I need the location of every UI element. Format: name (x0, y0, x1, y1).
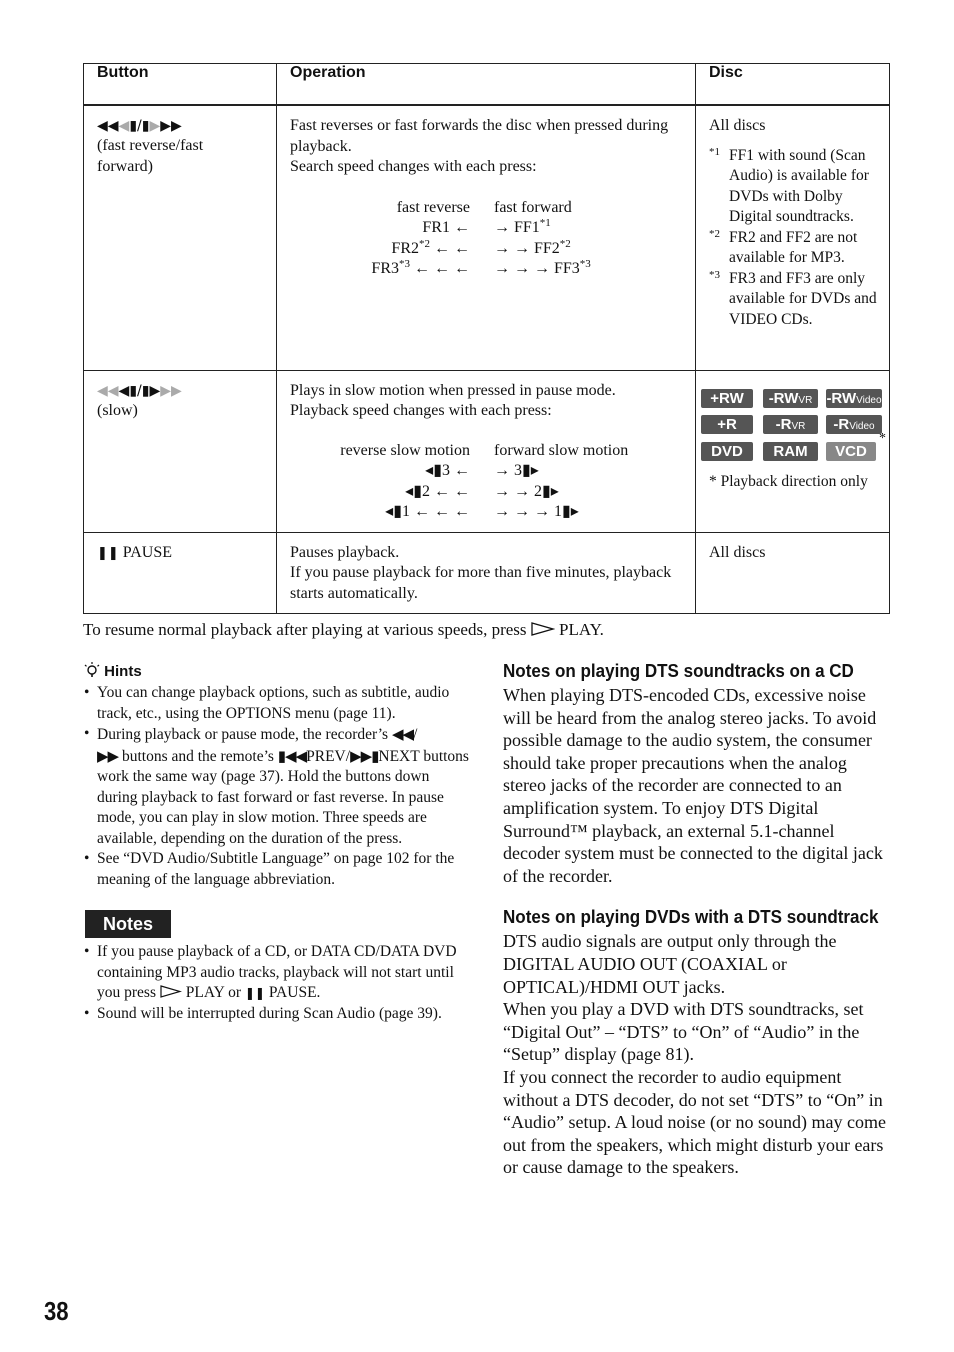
badge-minus-rw-video: -RWVideo (826, 389, 882, 407)
paragraph: If you connect the recorder to audio equipment without a DTS decoder, do not set “DTS” to “On” in “Audio” setup. A loud noise (or no sound) may come out from the speakers, which might disturb your ears or cause damage to the speakers. (503, 1066, 886, 1178)
search-buttons-icon: ◀◀◀▮/▮▶▶▶ (97, 118, 182, 134)
paragraph: When playing DTS-encoded CDs, excessive noise will be heard from the analog stereo jacks. To avoid possible damage to the audio system, the consumer should take proper precautions when the analog stereo jacks of the recorder are connected to an amplification system. To enjoy DTS Digital Surround™ playback, an external 5.1-channel decoder system must be connected to the digital jack of the recorder. (503, 685, 883, 886)
footnote: *1 FF1 with sound (Scan Audio) is available for DVDs with Dolby Digital soundtracks. (709, 145, 869, 225)
prev-icon: ▮◀◀ (277, 746, 307, 765)
rev-speed: FR2$^{*2}$ ← ← (391, 238, 470, 257)
disc-text: All discs (709, 543, 766, 561)
table-row (84, 532, 890, 613)
op-text: Fast reverses or fast forwards the disc when pressed during playback. (290, 117, 669, 155)
badge-dvd: DVD (701, 442, 753, 461)
fast-reverse-icon: ◀◀ (391, 725, 414, 743)
op-text: Plays in slow motion when pressed in pause mode. (290, 381, 616, 399)
cell-disc-pause (696, 532, 890, 613)
play-outline-icon (160, 985, 182, 998)
badge-plus-rw: +RW (701, 389, 753, 408)
rev-slow: ◂▮2 ← ← (405, 482, 470, 500)
rev-head: fast reverse (396, 199, 470, 216)
lightbulb-icon (84, 662, 100, 678)
cell-disc-search (696, 105, 890, 370)
disc-text: All discs (709, 117, 766, 134)
fwd-head: fast forward (494, 199, 572, 216)
badge-minus-r-video: -RVideo (826, 415, 882, 434)
op-text: If you pause playback for more than five minutes, playback starts automatically. (290, 564, 672, 602)
badge-minus-r-vr: -RVR (763, 415, 818, 434)
rev-head: reverse slow motion (340, 441, 470, 459)
pause-icon: ❚❚ (97, 545, 119, 561)
paragraph: DTS audio signals are output only through the DIGITAL AUDIO OUT (COAXIAL or OPTICAL)/HDMI OUT jacks. (503, 931, 837, 997)
cell-button-search (84, 105, 277, 370)
cell-operation-pause (277, 532, 696, 613)
hints-title-row (84, 662, 469, 682)
fwd-speed: → → $FF2^{*2}$ (494, 238, 571, 257)
fwd-slow: → → → 1▮▸ (494, 502, 579, 520)
notes-title: Notes (85, 910, 171, 938)
rev-slow: ◂▮1 ← ← ← (385, 502, 470, 520)
rev-speed: FR1 ← (422, 219, 470, 236)
hint-item: • During playback or pause mode, the recorder’s ◀◀/ ▶▶ buttons and the remote’s ▮◀◀PREV/▶▶▮NEXT buttons work the same way (page 37). Hold the buttons down during playback to fast forward or fast reverse. In pause mode, you can play in slow motion. Three speeds are available, depending on the duration of the press. (84, 724, 469, 849)
cell-operation-slow (277, 370, 696, 532)
fast-forward-icon: ▶▶ (97, 746, 119, 765)
op-text: Pauses playback. (290, 543, 400, 561)
cell-disc-slow (696, 370, 890, 532)
badge-minus-rw-vr: -RWVR (763, 389, 818, 408)
operations-table (83, 63, 890, 614)
badge-asterisk: * (879, 430, 886, 446)
badge-ram: RAM (763, 442, 818, 461)
right-column (503, 660, 889, 1179)
table-row (84, 105, 890, 370)
cell-button-slow (84, 370, 277, 532)
header-disc: Disc (696, 64, 890, 106)
heading-dts-dvd: Notes on playing DVDs with a DTS soundtrack (503, 906, 879, 928)
cell-operation-search (277, 105, 696, 370)
rev-slow: ◂▮3 ← (425, 461, 470, 479)
op-text: Playback speed changes with each press: (290, 402, 552, 419)
note-item: • If you pause playback of a CD, or DATA CD/DATA DVD containing MP3 audio tracks, playback will not start until you press PLAY or ❚❚ PAUSE. (84, 942, 469, 1004)
heading-dts-cd: Notes on playing DTS soundtracks on a CD (503, 660, 854, 681)
badge-plus-r: +R (701, 415, 753, 434)
footnote: *3 FR3 and FF3 are only available for DVDs and VIDEO CDs. (709, 268, 877, 328)
table-header-row (84, 64, 890, 106)
next-icon: ▶▶▮ (350, 746, 379, 765)
playback-direction-note: * Playback direction only (709, 472, 868, 490)
pause-icon: ❚❚ (244, 986, 265, 1000)
note-item: • Sound will be interrupted during Scan Audio (page 39). (84, 1004, 469, 1025)
paragraph: When you play a DVD with DTS soundtracks, set “Digital Out” – “DTS” to “On” of “Audio” in the “Setup” display (page 81). (503, 999, 864, 1065)
fwd-speed: → $FF1^{*1}$ (494, 217, 551, 236)
table-row (84, 370, 890, 532)
play-outline-icon (531, 622, 555, 636)
resume-line: To resume normal playback after playing at various speeds, press PLAY. (83, 620, 604, 639)
cell-button-pause (84, 532, 277, 613)
hints-section (84, 662, 469, 890)
badge-vcd: VCD (826, 442, 876, 461)
hint-item: • You can change playback options, such as subtitle, audio track, etc., using the OPTIONS menu (page 11). (84, 683, 469, 724)
footnote: *2 FR2 and FF2 are not available for MP3. (709, 227, 858, 266)
hints-title: Hints (104, 663, 142, 680)
page-number: 38 (44, 1296, 69, 1326)
notes-section (84, 942, 469, 1024)
fwd-head: forward slow motion (494, 441, 629, 459)
fwd-slow: → → 2▮▸ (494, 482, 559, 500)
header-button: Button (84, 64, 277, 106)
fwd-speed: → → → $FF3^{*3}$ (494, 258, 591, 277)
button-label: PAUSE (122, 543, 173, 561)
fwd-slow: → 3▮▸ (494, 461, 539, 479)
button-label: (slow) (97, 401, 138, 419)
hint-item: • See “DVD Audio/Subtitle Language” on page 102 for the meaning of the language abbreviation. (84, 849, 469, 890)
button-label: (fast reverse/fast forward) (97, 137, 204, 175)
rev-speed: FR3$^{*3}$ ← ← ← (371, 258, 470, 277)
header-operation: Operation (277, 64, 696, 106)
op-text: Search speed changes with each press: (290, 158, 537, 175)
slow-buttons-icon: ◀◀◀▮/▮▶▶▶ (97, 382, 182, 399)
